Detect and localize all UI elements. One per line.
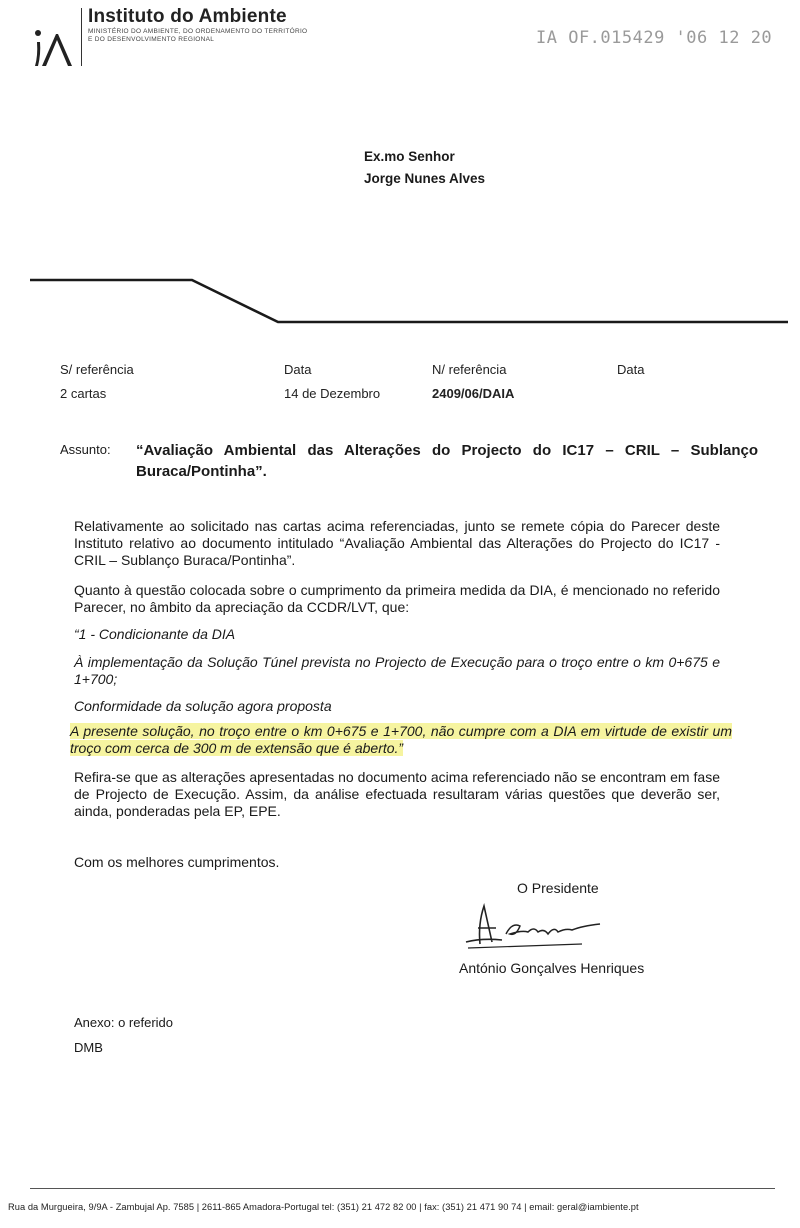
quote-heading: “1 - Condicionante da DIA (74, 626, 236, 642)
quote-highlighted (70, 723, 732, 757)
org-ministry (88, 28, 318, 44)
subject-text: “Avaliação Ambiental das Alterações do Projecto do IC17 – CRIL – Sublanço Buraca/Pontinha”. (136, 442, 758, 480)
signature-title: O Presidente (517, 880, 599, 896)
date2-label: Data (617, 362, 645, 377)
highlighted-text: A presente solução, no troço entre o km 0+675 e 1+700, não cumpre com a DIA em virtude de existir um troço com cerca de 300 m de extensão que é aberto.” (70, 723, 732, 756)
ministry-line-1: MINISTÉRIO DO AMBIENTE, DO ORDENAMENTO DO TERRITÓRIO (88, 28, 308, 35)
signature-name: António Gonçalves Henriques (459, 960, 645, 976)
our-ref-value: 2409/06/DAIA (432, 386, 515, 401)
date-value: 14 de Dezembro (284, 386, 381, 401)
quote-implementation: À implementação da Solução Túnel prevista no Projecto de Execução para o troço entre o km 0+675 e 1+700; (74, 654, 720, 687)
date-label: Data (284, 362, 312, 377)
our-ref-label: N/ referência (432, 362, 507, 377)
logo-separator (81, 8, 82, 66)
your-ref-value: 2 cartas (60, 386, 107, 401)
body-paragraph-1: Relativamente ao solicitado nas cartas acima referenciadas, junto se remete cópia do Parecer deste Instituto relativo ao documento intitulado “Avaliação Ambiental das Alterações do Projecto do IC17 - CRIL – Sublanço Buraca/Pontinha”. (74, 518, 720, 568)
ministry-line-2: E DO DESENVOLVIMENTO REGIONAL (88, 36, 215, 43)
recipient-name: Jorge Nunes Alves (364, 171, 486, 186)
body-paragraph-3: Refira-se que as alterações apresentadas no documento acima referenciado não se encontram em fase de Projecto de Execução. Assim, da análise efectuada resultaram várias questões que deverão ser, ainda, ponderadas pela EP, EPE. (74, 769, 720, 819)
ia-logo-icon (28, 20, 78, 70)
received-stamp: IA OF.015429 '06 12 20 (536, 28, 773, 48)
quote-conformity: Conformidade da solução agora proposta (74, 698, 332, 714)
org-name: Instituto do Ambiente (88, 6, 287, 27)
handwritten-signature (462, 900, 612, 952)
recipient-salutation: Ex.mo Senhor (364, 149, 455, 164)
annex-line: Anexo: o referido (74, 1015, 174, 1030)
footer-address: Rua da Murgueira, 9/9A - Zambujal Ap. 7585 | 2611-865 Amadora-Portugal tel: (351) 21 472 82 00 | fax: (351) 21 471 90 74 | email: geral@iambiente.pt (8, 1202, 639, 1212)
body-paragraph-2: Quanto à questão colocada sobre o cumprimento da primeira medida da DIA, é mencionado no referido Parecer, no âmbito da apreciação da CCDR/LVT, que: (74, 582, 720, 615)
closing-text: Com os melhores cumprimentos. (74, 854, 280, 870)
footer-rule (30, 1188, 775, 1189)
subject-label: Assunto: (60, 442, 111, 457)
header-divider (0, 270, 800, 340)
your-ref-label: S/ referência (60, 362, 134, 377)
annex-initials: DMB (74, 1040, 103, 1055)
